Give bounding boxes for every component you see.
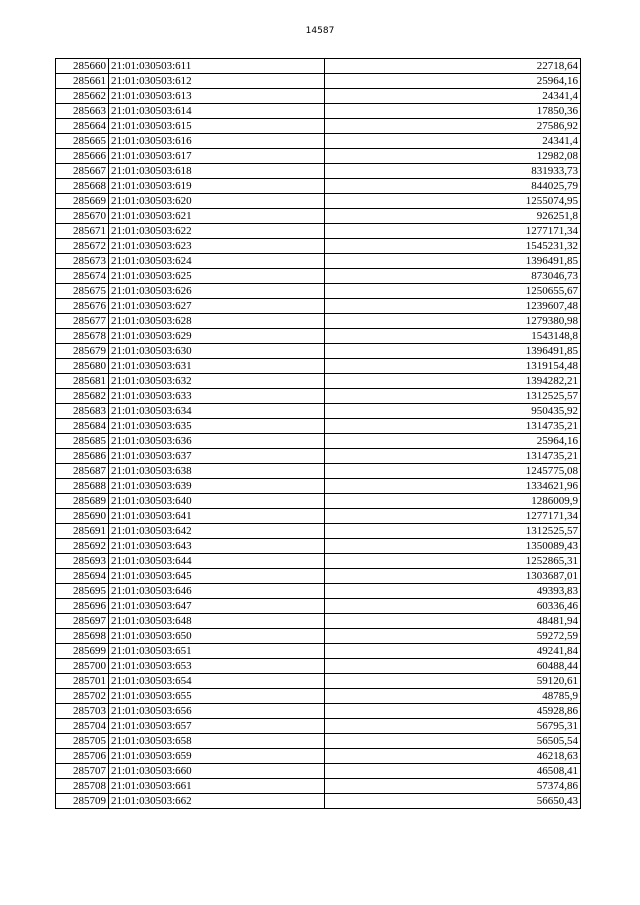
row-id-cell: 285684: [56, 419, 109, 434]
value-cell: 1303687,01: [325, 569, 581, 584]
value-cell: 1277171,34: [325, 509, 581, 524]
row-id-cell: 285707: [56, 764, 109, 779]
value-cell: 25964,16: [325, 74, 581, 89]
value-cell: 48785,9: [325, 689, 581, 704]
value-cell: 926251,8: [325, 209, 581, 224]
row-id-cell: 285673: [56, 254, 109, 269]
row-id-cell: 285669: [56, 194, 109, 209]
table-row: [56, 209, 581, 224]
cadastral-number-cell: 21:01:030503:625: [109, 269, 325, 284]
value-cell: 56505,54: [325, 734, 581, 749]
value-cell: 1279380,98: [325, 314, 581, 329]
table-row: [56, 74, 581, 89]
row-id-cell: 285678: [56, 329, 109, 344]
table-row: [56, 179, 581, 194]
table-row: [56, 764, 581, 779]
value-cell: 45928,86: [325, 704, 581, 719]
value-cell: 1314735,21: [325, 449, 581, 464]
value-cell: 22718,64: [325, 59, 581, 74]
value-cell: 1286009,9: [325, 494, 581, 509]
cadastral-number-cell: 21:01:030503:639: [109, 479, 325, 494]
value-cell: 46218,63: [325, 749, 581, 764]
cadastral-number-cell: 21:01:030503:634: [109, 404, 325, 419]
row-id-cell: 285699: [56, 644, 109, 659]
cadastral-number-cell: 21:01:030503:640: [109, 494, 325, 509]
value-cell: 59272,59: [325, 629, 581, 644]
value-cell: 1252865,31: [325, 554, 581, 569]
row-id-cell: 285708: [56, 779, 109, 794]
cadastral-number-cell: 21:01:030503:637: [109, 449, 325, 464]
cadastral-number-cell: 21:01:030503:661: [109, 779, 325, 794]
cadastral-number-cell: 21:01:030503:621: [109, 209, 325, 224]
row-id-cell: 285703: [56, 704, 109, 719]
row-id-cell: 285697: [56, 614, 109, 629]
table-row: [56, 404, 581, 419]
value-cell: 56650,43: [325, 794, 581, 809]
cadastral-number-cell: 21:01:030503:635: [109, 419, 325, 434]
value-cell: 56795,31: [325, 719, 581, 734]
cadastral-number-cell: 21:01:030503:645: [109, 569, 325, 584]
cadastral-number-cell: 21:01:030503:614: [109, 104, 325, 119]
row-id-cell: 285687: [56, 464, 109, 479]
value-cell: 1394282,21: [325, 374, 581, 389]
row-id-cell: 285689: [56, 494, 109, 509]
row-id-cell: 285666: [56, 149, 109, 164]
value-cell: 24341,4: [325, 134, 581, 149]
cadastral-number-cell: 21:01:030503:631: [109, 359, 325, 374]
table-row: [56, 254, 581, 269]
value-cell: 1350089,43: [325, 539, 581, 554]
cadastral-number-cell: 21:01:030503:617: [109, 149, 325, 164]
cadastral-number-cell: 21:01:030503:641: [109, 509, 325, 524]
table-row: [56, 149, 581, 164]
table-row: [56, 689, 581, 704]
value-cell: 1277171,34: [325, 224, 581, 239]
value-cell: 1245775,08: [325, 464, 581, 479]
value-cell: 27586,92: [325, 119, 581, 134]
cadastral-number-cell: 21:01:030503:651: [109, 644, 325, 659]
table-row: [56, 779, 581, 794]
value-cell: 1314735,21: [325, 419, 581, 434]
table-row: [56, 164, 581, 179]
table-row: [56, 539, 581, 554]
row-id-cell: 285685: [56, 434, 109, 449]
table-row: [56, 659, 581, 674]
cadastral-number-cell: 21:01:030503:611: [109, 59, 325, 74]
cadastral-number-cell: 21:01:030503:659: [109, 749, 325, 764]
cadastral-number-cell: 21:01:030503:653: [109, 659, 325, 674]
cadastral-number-cell: 21:01:030503:658: [109, 734, 325, 749]
cadastral-number-cell: 21:01:030503:644: [109, 554, 325, 569]
cadastral-number-cell: 21:01:030503:613: [109, 89, 325, 104]
table-row: [56, 719, 581, 734]
value-cell: 59120,61: [325, 674, 581, 689]
value-cell: 1334621,96: [325, 479, 581, 494]
row-id-cell: 285679: [56, 344, 109, 359]
row-id-cell: 285690: [56, 509, 109, 524]
cadastral-number-cell: 21:01:030503:648: [109, 614, 325, 629]
table-row: [56, 674, 581, 689]
value-cell: 844025,79: [325, 179, 581, 194]
value-cell: 12982,08: [325, 149, 581, 164]
row-id-cell: 285693: [56, 554, 109, 569]
row-id-cell: 285698: [56, 629, 109, 644]
table-row: [56, 524, 581, 539]
cadastral-number-cell: 21:01:030503:638: [109, 464, 325, 479]
table-row: [56, 734, 581, 749]
row-id-cell: 285709: [56, 794, 109, 809]
table-row: [56, 554, 581, 569]
cadastral-number-cell: 21:01:030503:636: [109, 434, 325, 449]
data-table: [55, 58, 581, 809]
row-id-cell: 285700: [56, 659, 109, 674]
table-row: [56, 89, 581, 104]
row-id-cell: 285686: [56, 449, 109, 464]
row-id-cell: 285680: [56, 359, 109, 374]
value-cell: 1396491,85: [325, 254, 581, 269]
cadastral-number-cell: 21:01:030503:629: [109, 329, 325, 344]
table-row: [56, 479, 581, 494]
cadastral-number-cell: 21:01:030503:647: [109, 599, 325, 614]
table-row: [56, 629, 581, 644]
row-id-cell: 285662: [56, 89, 109, 104]
row-id-cell: 285704: [56, 719, 109, 734]
cadastral-number-cell: 21:01:030503:632: [109, 374, 325, 389]
row-id-cell: 285670: [56, 209, 109, 224]
cadastral-number-cell: 21:01:030503:620: [109, 194, 325, 209]
value-cell: 1250655,67: [325, 284, 581, 299]
row-id-cell: 285692: [56, 539, 109, 554]
table-row: [56, 584, 581, 599]
row-id-cell: 285663: [56, 104, 109, 119]
row-id-cell: 285675: [56, 284, 109, 299]
value-cell: 1312525,57: [325, 389, 581, 404]
cadastral-number-cell: 21:01:030503:630: [109, 344, 325, 359]
value-cell: 49393,83: [325, 584, 581, 599]
value-cell: 1396491,85: [325, 344, 581, 359]
table-row: [56, 104, 581, 119]
value-cell: 24341,4: [325, 89, 581, 104]
row-id-cell: 285671: [56, 224, 109, 239]
table-row: [56, 374, 581, 389]
row-id-cell: 285688: [56, 479, 109, 494]
page-number: 14587: [305, 26, 335, 36]
value-cell: 17850,36: [325, 104, 581, 119]
value-cell: 1545231,32: [325, 239, 581, 254]
table-row: [56, 644, 581, 659]
value-cell: 1239607,48: [325, 299, 581, 314]
table-row: [56, 299, 581, 314]
row-id-cell: 285691: [56, 524, 109, 539]
table-row: [56, 224, 581, 239]
table-row: [56, 449, 581, 464]
cadastral-number-cell: 21:01:030503:633: [109, 389, 325, 404]
cadastral-number-cell: 21:01:030503:656: [109, 704, 325, 719]
value-cell: 831933,73: [325, 164, 581, 179]
cadastral-number-cell: 21:01:030503:626: [109, 284, 325, 299]
table-body: [56, 59, 581, 809]
cadastral-number-cell: 21:01:030503:654: [109, 674, 325, 689]
value-cell: 25964,16: [325, 434, 581, 449]
cadastral-number-cell: 21:01:030503:628: [109, 314, 325, 329]
table-row: [56, 389, 581, 404]
table-row: [56, 284, 581, 299]
row-id-cell: 285667: [56, 164, 109, 179]
row-id-cell: 285674: [56, 269, 109, 284]
cadastral-number-cell: 21:01:030503:624: [109, 254, 325, 269]
cadastral-number-cell: 21:01:030503:615: [109, 119, 325, 134]
cadastral-number-cell: 21:01:030503:627: [109, 299, 325, 314]
row-id-cell: 285665: [56, 134, 109, 149]
table-row: [56, 314, 581, 329]
row-id-cell: 285694: [56, 569, 109, 584]
cadastral-number-cell: 21:01:030503:616: [109, 134, 325, 149]
row-id-cell: 285677: [56, 314, 109, 329]
row-id-cell: 285706: [56, 749, 109, 764]
cadastral-number-cell: 21:01:030503:650: [109, 629, 325, 644]
table-row: [56, 344, 581, 359]
table-row: [56, 269, 581, 284]
table-row: [56, 194, 581, 209]
cadastral-number-cell: 21:01:030503:662: [109, 794, 325, 809]
table-row: [56, 239, 581, 254]
table-row: [56, 494, 581, 509]
value-cell: 1312525,57: [325, 524, 581, 539]
cadastral-number-cell: 21:01:030503:623: [109, 239, 325, 254]
row-id-cell: 285681: [56, 374, 109, 389]
value-cell: 60488,44: [325, 659, 581, 674]
row-id-cell: 285672: [56, 239, 109, 254]
row-id-cell: 285682: [56, 389, 109, 404]
cadastral-number-cell: 21:01:030503:619: [109, 179, 325, 194]
cadastral-number-cell: 21:01:030503:646: [109, 584, 325, 599]
value-cell: 873046,73: [325, 269, 581, 284]
row-id-cell: 285668: [56, 179, 109, 194]
table-row: [56, 704, 581, 719]
value-cell: 48481,94: [325, 614, 581, 629]
cadastral-number-cell: 21:01:030503:642: [109, 524, 325, 539]
cadastral-number-cell: 21:01:030503:643: [109, 539, 325, 554]
table-row: [56, 569, 581, 584]
value-cell: 1543148,8: [325, 329, 581, 344]
table-row: [56, 599, 581, 614]
row-id-cell: 285683: [56, 404, 109, 419]
row-id-cell: 285664: [56, 119, 109, 134]
table-row: [56, 464, 581, 479]
value-cell: 1319154,48: [325, 359, 581, 374]
cadastral-number-cell: 21:01:030503:655: [109, 689, 325, 704]
value-cell: 60336,46: [325, 599, 581, 614]
row-id-cell: 285696: [56, 599, 109, 614]
table-row: [56, 134, 581, 149]
row-id-cell: 285695: [56, 584, 109, 599]
table-row: [56, 509, 581, 524]
row-id-cell: 285660: [56, 59, 109, 74]
cadastral-number-cell: 21:01:030503:612: [109, 74, 325, 89]
cadastral-number-cell: 21:01:030503:622: [109, 224, 325, 239]
table-row: [56, 119, 581, 134]
table-row: [56, 794, 581, 809]
row-id-cell: 285702: [56, 689, 109, 704]
row-id-cell: 285676: [56, 299, 109, 314]
table-row: [56, 419, 581, 434]
row-id-cell: 285661: [56, 74, 109, 89]
row-id-cell: 285705: [56, 734, 109, 749]
value-cell: 57374,86: [325, 779, 581, 794]
table-row: [56, 434, 581, 449]
table-row: [56, 329, 581, 344]
table-row: [56, 749, 581, 764]
table-row: [56, 614, 581, 629]
table-row: [56, 59, 581, 74]
cadastral-number-cell: 21:01:030503:657: [109, 719, 325, 734]
row-id-cell: 285701: [56, 674, 109, 689]
value-cell: 1255074,95: [325, 194, 581, 209]
table-row: [56, 359, 581, 374]
value-cell: 46508,41: [325, 764, 581, 779]
value-cell: 49241,84: [325, 644, 581, 659]
value-cell: 950435,92: [325, 404, 581, 419]
cadastral-number-cell: 21:01:030503:660: [109, 764, 325, 779]
cadastral-number-cell: 21:01:030503:618: [109, 164, 325, 179]
